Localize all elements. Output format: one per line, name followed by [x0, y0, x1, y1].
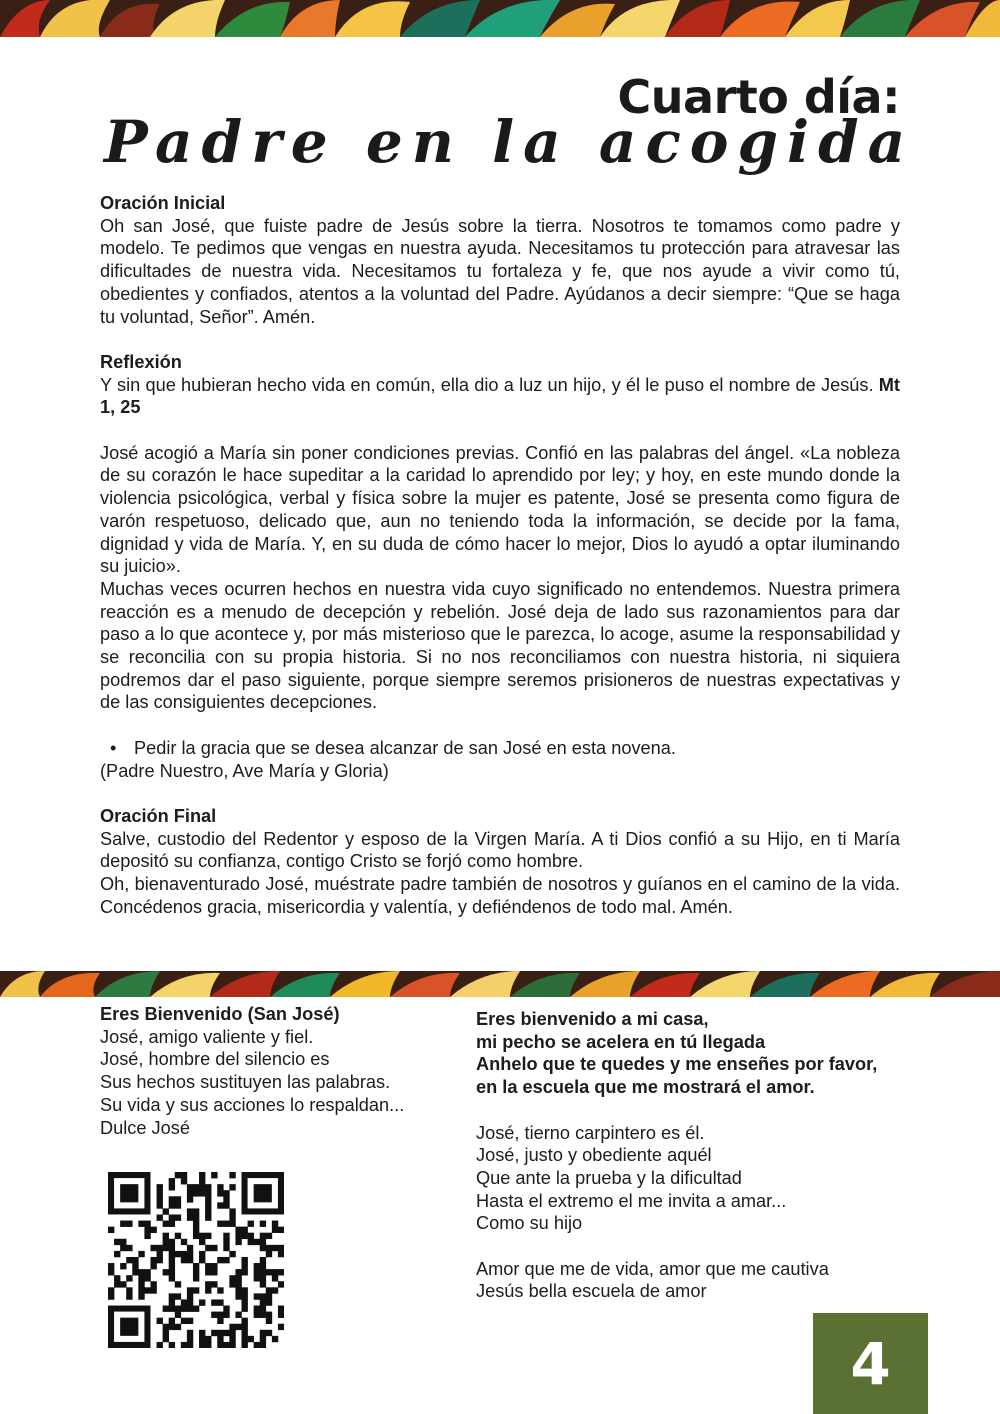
chorus-line: Eres bienvenido a mi casa,: [476, 1009, 709, 1029]
oracion-final-paragraph-1: Salve, custodio del Redentor y esposo de la Virgen María. A ti Dios confió a su Hijo, en ti María depositó su confianza, contigo Cristo se forjó como hombre.: [100, 828, 900, 872]
song-line: José, justo y obediente aquél: [476, 1145, 712, 1166]
oracion-final-heading: Oración Final: [100, 805, 217, 826]
reflexion-quote: Y sin que hubieran hecho vida en común, ella dio a luz un hijo, y él le puso el nombre de Jesús.: [100, 374, 874, 395]
leaf-pattern-middle-icon: [0, 971, 1000, 997]
song-line: Sus hechos sustituyen las palabras.: [100, 1072, 391, 1093]
page-title: Cuarto día:: [617, 70, 900, 124]
reflexion-paragraph-1: José acogió a María sin poner condiciones previas. Confió en las palabras del ángel. «La nobleza de su corazón le hace supeditar a la caridad lo aprendido por ley; y hoy, en este mundo donde la violencia psicológica, verbal y física sobre la mujer es patente, José se presenta como figura de varón respetuoso, delicado que, aun no teniendo toda la información, se decide por la fama, dignidad y vida de María. Y, en su duda de cómo hacer lo mejor, Dios lo ayudó a optar iluminando su juicio».: [100, 442, 900, 577]
song-line: Amor que me de vida, amor que me cautiva: [476, 1258, 829, 1279]
prayers-note: (Padre Nuestro, Ave María y Gloria): [100, 760, 389, 781]
page-number-badge: 4: [813, 1313, 928, 1414]
oracion-inicial-heading: Oración Inicial: [100, 193, 226, 213]
song-line: Dulce José: [100, 1117, 190, 1138]
decorative-leaf-band-middle: [0, 971, 1000, 997]
decorative-leaf-band-top: [0, 0, 1000, 37]
oracion-final-paragraph-2: Oh, bienaventurado José, muéstrate padre también de nosotros y guíanos en el camino de la vida. Concédenos gracia, misericordia y valentía, y defiéndenos de todo mal. Amén.: [100, 874, 900, 917]
reflexion-citation: Mt 1, 25: [100, 374, 900, 418]
song-line: José, tierno carpintero es él.: [476, 1122, 705, 1143]
oracion-inicial-text: Oh san José, que fuiste padre de Jesús sobre la tierra. Nosotros te tomamos como padre y modelo. Te pedimos que vengas en nuestra ayuda. Necesitamos tu protección para atravesar las dificultades de nuestra vida. Necesitamos tu fortaleza y fe, que nos ayude a vivir como tú, obedientes y confiados, atentos a la voluntad del Padre. Ayúdanos a decir siempre: “Que se haga tu voluntad, Señor”. Amén.: [100, 215, 900, 327]
song-right-column: [476, 1008, 936, 1303]
page-subtitle: Padre en la acogida: [104, 108, 915, 176]
chorus-line: mi pecho se acelera en tú llegada: [476, 1031, 766, 1052]
song-line: José, amigo valiente y fiel.: [100, 1026, 314, 1047]
song-line: Su vida y sus acciones lo respaldan...: [100, 1094, 405, 1115]
song-line: Como su hijo: [476, 1213, 583, 1234]
song-left-column: [100, 1003, 460, 1139]
leaf-pattern-top-icon: [0, 0, 1000, 37]
song-line: Que ante la prueba y la dificultad: [476, 1167, 742, 1188]
song-line: José, hombre del silencio es: [100, 1049, 330, 1070]
chorus-line: en la escuela que me mostrará el amor.: [476, 1077, 815, 1098]
song-line: Jesús bella escuela de amor: [476, 1281, 707, 1302]
list-item: • Pedir la gracia que se desea alcanzar de san José en esta novena.: [110, 737, 900, 760]
song-line: Hasta el extremo el me invita a amar...: [476, 1190, 787, 1211]
bullet-list: [100, 737, 900, 760]
qr-code-icon: [108, 1172, 284, 1348]
song-title: Eres Bienvenido (San José): [100, 1004, 340, 1024]
reflexion-quote-paragraph: [100, 374, 900, 419]
reflexion-heading: Reflexión: [100, 351, 182, 372]
reflexion-paragraph-2: Muchas veces ocurren hechos en nuestra vida cuyo significado no entendemos. Nuestra primera reacción es a menudo de decepción y rebelión. José deja de lado sus razonamientos para dar paso a lo que acontece y, por más misterioso que le parezca, lo acoge, asume la responsabilidad y se reconcilia con su propia historia. Si no nos reconciliamos con nuestra historia, ni siquiera podremos dar el paso siguiente, porque siempre seremos prisioneros de nuestras expectativas y de las consiguientes decepciones.: [100, 578, 900, 713]
chorus-line: Anhelo que te quedes y me enseñes por favor,: [476, 1054, 878, 1075]
main-content: [100, 192, 900, 918]
